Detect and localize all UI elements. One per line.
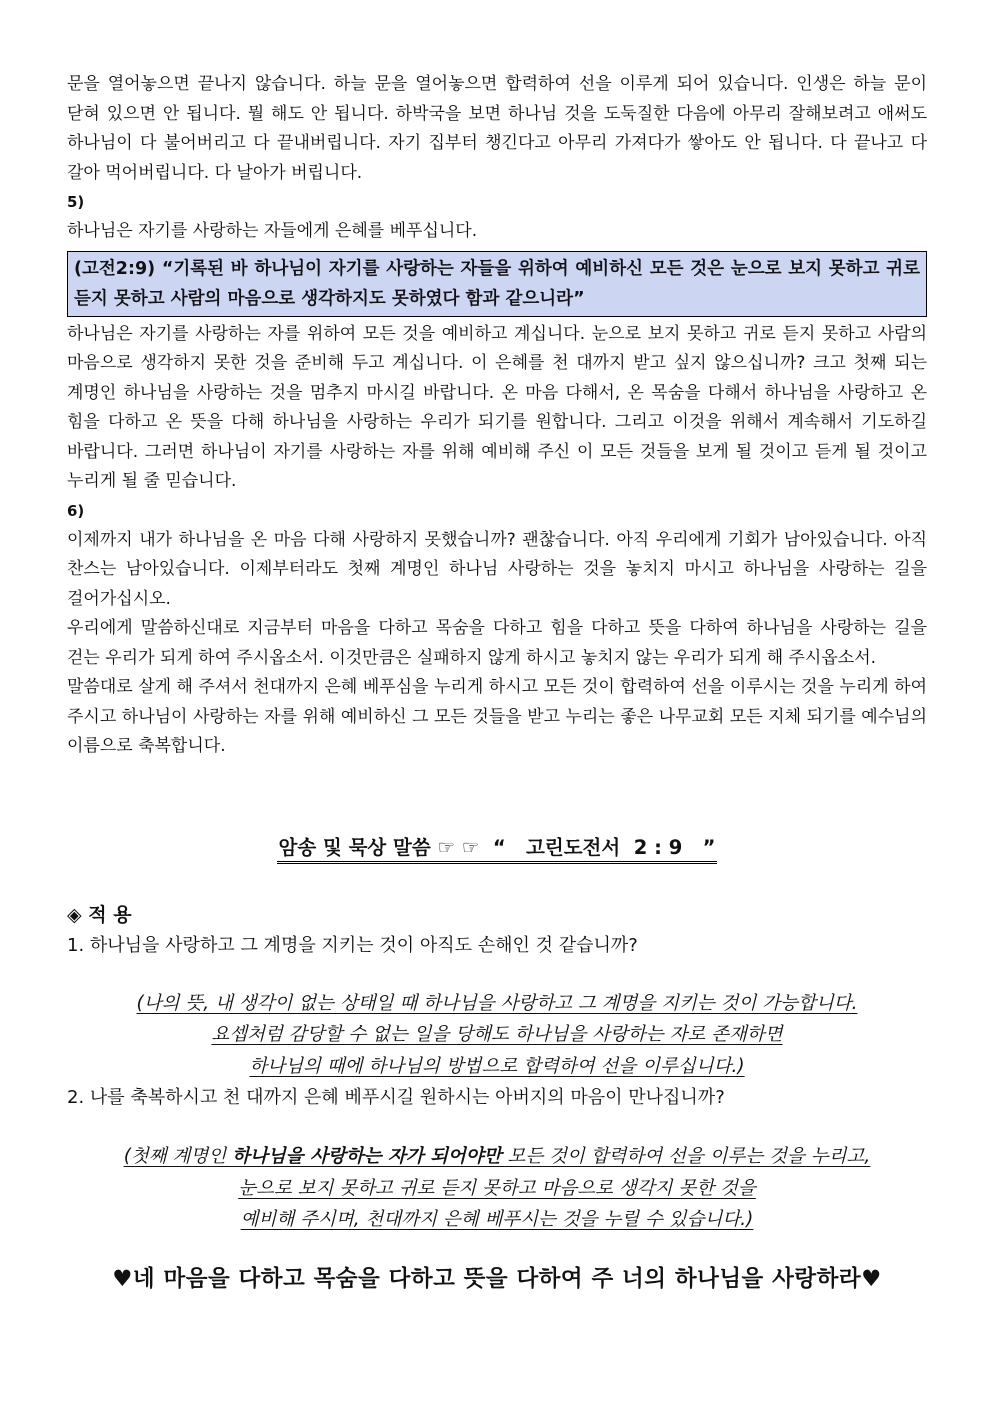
answer-2-line-1-start: (첫째 계명인 (123, 1146, 233, 1167)
application-question-2: 2. 나를 축복하시고 천 대까지 은혜 베푸시길 원하시는 아버지의 마음이 만나집니까? (67, 1087, 725, 1108)
answer-2-line-1-end: 모든 것이 합력하여 선을 이루는 것을 누리고, (501, 1146, 871, 1167)
answer-2-line-1 (124, 1146, 871, 1167)
intro-paragraph: 문을 열어놓으면 끝나지 않습니다. 하늘 문을 열어놓으면 합력하여 선을 이루게 되어 있습니다. 인생은 하늘 문이 닫혀 있으면 안 됩니다. 뭘 해도 안 됩니다. 하박국을 보면 하나님 것을 도둑질한 다음에 아무리 잘해보려고 애써도 하나님이 다 불어버리고 다 끝내버립니다. 자기 집부터 챙긴다고 아무리 가져다가 쌓아도 안 됩니다. 다 끝나고 다 갈아 먹어버립니다. 다 날아가 버립니다. (67, 74, 927, 183)
section-5-body: 하나님은 자기를 사랑하는 자를 위하여 모든 것을 예비하고 계십니다. 눈으로 보지 못하고 귀로 듣지 못하고 사람의 마음으로 생각하지 못한 것을 준비해 두고 계십니다. 이 은혜를 천 대까지 받고 싶지 않으십니까? 크고 첫째 되는 계명인 하나님을 사랑하는 것을 멈추지 마시길 바랍니다. 온 마음 다해서, 온 목숨을 다해서 하나님을 사랑하고 온 힘을 다하고 온 뜻을 다해 하나님을 사랑하는 우리가 되기를 원합니다. 그리고 이것을 위해서 계속해서 기도하길 바랍니다. 그러면 하나님이 자기를 사랑하는 자를 위해 예비해 주신 이 모든 것들을 보게 될 것이고 듣게 될 것이고 누리게 될 줄 믿습니다. (67, 323, 927, 491)
answer-2-line-2: 눈으로 보지 못하고 귀로 듣지 못하고 마음으로 생각지 못한 것을 (238, 1177, 756, 1199)
memorization-verse-text: 암송 및 묵상 말씀 ☞ ☞ “ 고린도전서 2 : 9 ” (277, 832, 718, 864)
section-6-paragraph-1: 이제까지 내가 하나님을 온 마음 다해 사랑하지 못했습니까? 괜찮습니다. 아직 우리에게 기회가 남아있습니다. 아직 찬스는 남아있습니다. 이제부터라도 첫째 계명인 하나님 사랑하는 것을 놓치지 마시고 하나님을 사랑하는 길을 걸어가십시오. (67, 529, 927, 609)
section-5-lead: 하나님은 자기를 사랑하는 자들에게 은혜를 베푸십니다. (67, 221, 478, 241)
application-answer-1 (67, 988, 927, 1083)
application-heading: ◈ 적 용 (67, 903, 132, 926)
section-6-paragraph-3: 말씀대로 살게 해 주셔서 천대까지 은혜 베푸심을 누리게 하시고 모든 것이 합력하여 선을 이루시는 것을 누리게 하여 주시고 하나님이 사랑하는 자를 위해 예비하신 그 모든 것들을 받고 누리는 좋은 나무교회 모든 지체 되기를 예수님의 이름으로 축복합니다. (67, 677, 927, 756)
closing-commandment: ♥네 마음을 다하고 목숨을 다하고 뜻을 다하여 주 너의 하나님을 사랑하라♥ (112, 1265, 882, 1292)
memorization-verse-heading (67, 832, 927, 864)
answer-2-emphasis: 하나님을 사랑하는 자가 되어야만 (232, 1146, 502, 1167)
application-answer-2 (67, 1141, 927, 1236)
scripture-verse-box: (고전2:9) “기록된 바 하나님이 자기를 사랑하는 자들을 위하여 예비하신 모든 것은 눈으로 보지 못하고 귀로 듣지 못하고 사람의 마음으로 생각하지도 못하였다 함과 같으니라” (67, 251, 927, 317)
answer-1-line-3: 하나님의 때에 하나님의 방법으로 합력하여 선을 이루십니다.) (249, 1055, 745, 1077)
section-5-number: 5) (67, 193, 85, 211)
answer-1-line-1: (나의 뜻, 내 생각이 없는 상태일 때 하나님을 사랑하고 그 계명을 지키는 것이 가능합니다. (136, 992, 858, 1014)
section-6-paragraph-2: 우리에게 말씀하신대로 지금부터 마음을 다하고 목숨을 다하고 힘을 다하고 뜻을 다하여 하나님을 사랑하는 길을 걷는 우리가 되게 하여 주시옵소서. 이것만큼은 실패하지 않게 하시고 놓치지 않는 우리가 되게 해 주시옵소서. (67, 618, 927, 668)
application-question-1: 1. 하나님을 사랑하고 그 계명을 지키는 것이 아직도 손해인 것 같습니까? (67, 934, 638, 956)
answer-1-line-2: 요셉처럼 감당할 수 없는 일을 당해도 하나님을 사랑하는 자로 존재하면 (211, 1024, 783, 1045)
answer-2-line-3: 예비해 주시며, 천대까지 은혜 베푸시는 것을 누릴 수 있습니다.) (240, 1209, 754, 1230)
section-6-number: 6) (67, 501, 85, 520)
document-page (67, 70, 927, 1293)
